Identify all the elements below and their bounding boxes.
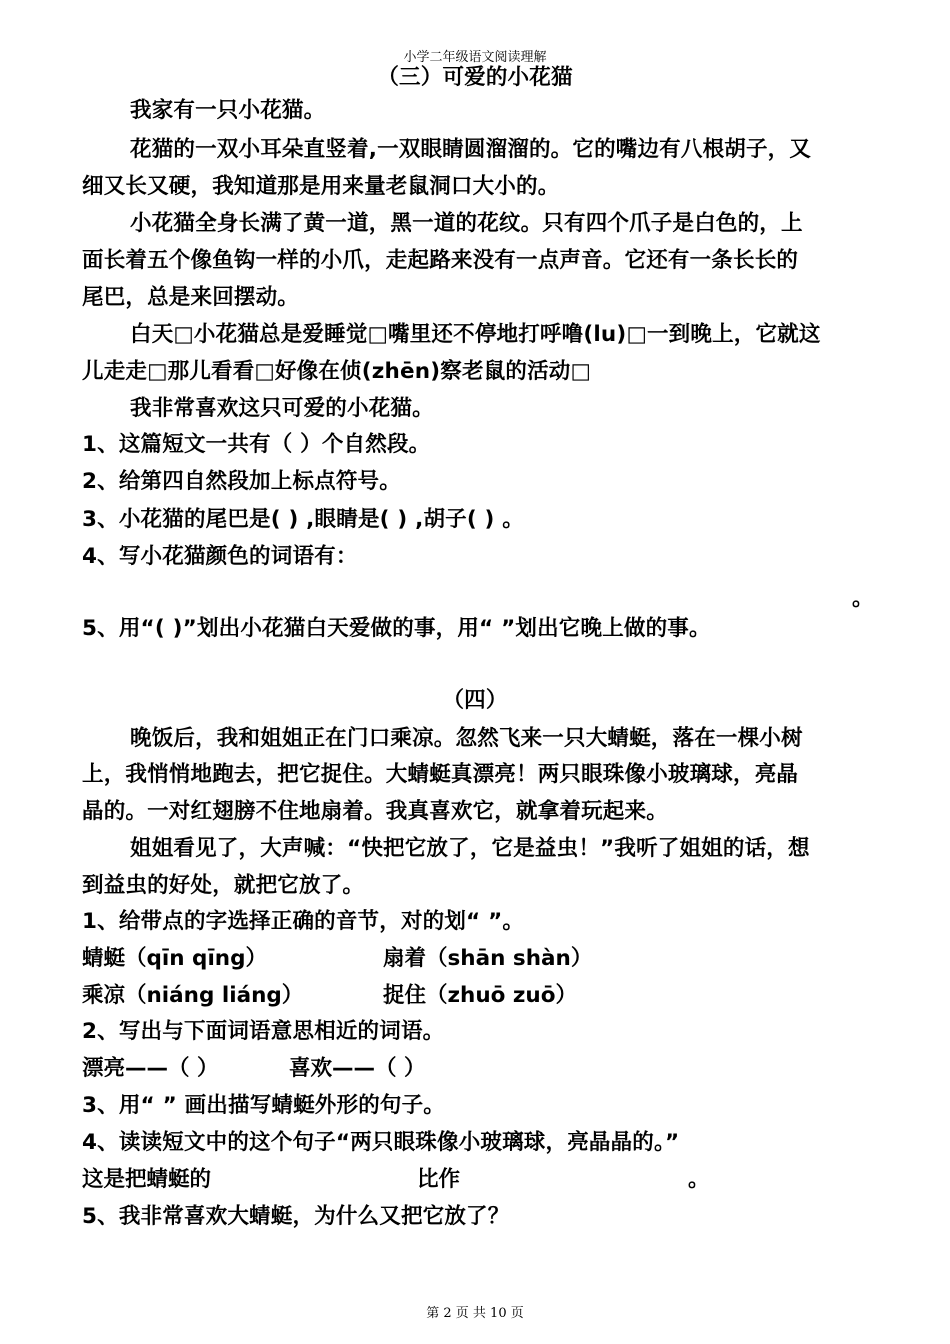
s3-paragraph-2-line-1: 花猫的一双小耳朵直竖着,一双眼睛圆溜溜的。它的嘴边有八根胡子，又: [130, 137, 812, 162]
s4-q1-option-zhuozhu: 捉住（zhuō zuō）: [383, 983, 577, 1008]
s4-paragraph-1-line-1: 晚饭后，我和姐姐正在门口乘凉。忽然飞来一只大蜻蜓，落在一棵小树: [130, 726, 803, 751]
s4-paragraph-1-line-3: 晶的。一对红翅膀不住地扇着。我真喜欢它，就拿着玩起来。: [82, 799, 668, 824]
s4-q1-option-shanzhe: 扇着（shān shàn）: [383, 946, 593, 971]
s3-question-3: 3、小花猫的尾巴是( ) ,眼睛是( ) ,胡子( ) 。: [82, 507, 524, 532]
page-header: 小学二年级语文阅读理解: [403, 50, 547, 65]
s4-q2-item-piaoliang: 漂亮——（ ）: [82, 1056, 219, 1081]
s4-question-3: 3、用“ ” 画出描写蜻蜓外形的句子。: [82, 1093, 445, 1118]
s3-paragraph-3-line-3: 尾巴，总是来回摆动。: [82, 285, 300, 310]
s3-paragraph-3-line-2: 面长着五个像鱼钩一样的小爪，走起路来没有一点声音。它还有一条长长的: [82, 248, 799, 273]
s4-question-1: 1、给带点的字选择正确的音节，对的划“ ”。: [82, 909, 525, 934]
s4-q1-option-qingting: 蜻蜓（qīn qīng）: [82, 946, 268, 971]
s4-question-2: 2、写出与下面词语意思相近的词语。: [82, 1019, 445, 1044]
s3-paragraph-3-line-1: 小花猫全身长满了黄一道，黑一道的花纹。只有四个爪子是白色的，上: [130, 211, 803, 236]
s3-paragraph-1: 我家有一只小花猫。: [130, 98, 326, 123]
s3-question-4: 4、写小花猫颜色的词语有：: [82, 544, 358, 569]
s3-question-5: 5、用“( )”划出小花猫白天爱做的事，用“ ”划出它晚上做的事。: [82, 616, 711, 641]
s4-q4-prompt-start: 这是把蜻蜓的: [82, 1167, 212, 1192]
section-3-title: （三）可爱的小花猫: [377, 65, 573, 90]
s3-paragraph-2-line-2: 细又长又硬，我知道那是用来量老鼠洞口大小的。: [82, 174, 560, 199]
s4-question-5: 5、我非常喜欢大蜻蜓，为什么又把它放了？: [82, 1204, 510, 1229]
s4-q4-prompt-end: 。: [688, 1167, 710, 1192]
section-4-title: （四）: [442, 688, 508, 713]
s3-question-4-end-mark: 。: [852, 586, 874, 611]
s3-paragraph-4-line-2: 儿走走□那儿看看□好像在侦(zhēn)察老鼠的活动□: [82, 359, 592, 384]
s4-q2-item-xihuan: 喜欢——（ ）: [289, 1056, 426, 1081]
s3-question-1: 1、这篇短文一共有（ ）个自然段。: [82, 432, 431, 457]
s4-q1-option-chengliang: 乘凉（niáng liáng）: [82, 983, 304, 1008]
s4-paragraph-2-line-1: 姐姐看见了，大声喊：“快把它放了，它是益虫！”我听了姐姐的话，想: [130, 836, 810, 861]
s3-question-2: 2、给第四自然段加上标点符号。: [82, 469, 401, 494]
s3-paragraph-5: 我非常喜欢这只可爱的小花猫。: [130, 396, 434, 421]
s3-paragraph-4-line-1: 白天□小花猫总是爱睡觉□嘴里还不停地打呼噜(lu)□一到晚上，它就这: [130, 322, 821, 347]
s4-q4-prompt-middle: 比作: [417, 1167, 461, 1192]
s4-paragraph-1-line-2: 上，我悄悄地跑去，把它捉住。大蜻蜓真漂亮！两只眼珠像小玻璃球，亮晶: [82, 762, 799, 787]
page-footer: 第 2 页 共 10 页: [426, 1306, 524, 1321]
s4-question-4: 4、读读短文中的这个句子“两只眼珠像小玻璃球，亮晶晶的。”: [82, 1130, 680, 1155]
s4-paragraph-2-line-2: 到益虫的好处，就把它放了。: [82, 873, 365, 898]
